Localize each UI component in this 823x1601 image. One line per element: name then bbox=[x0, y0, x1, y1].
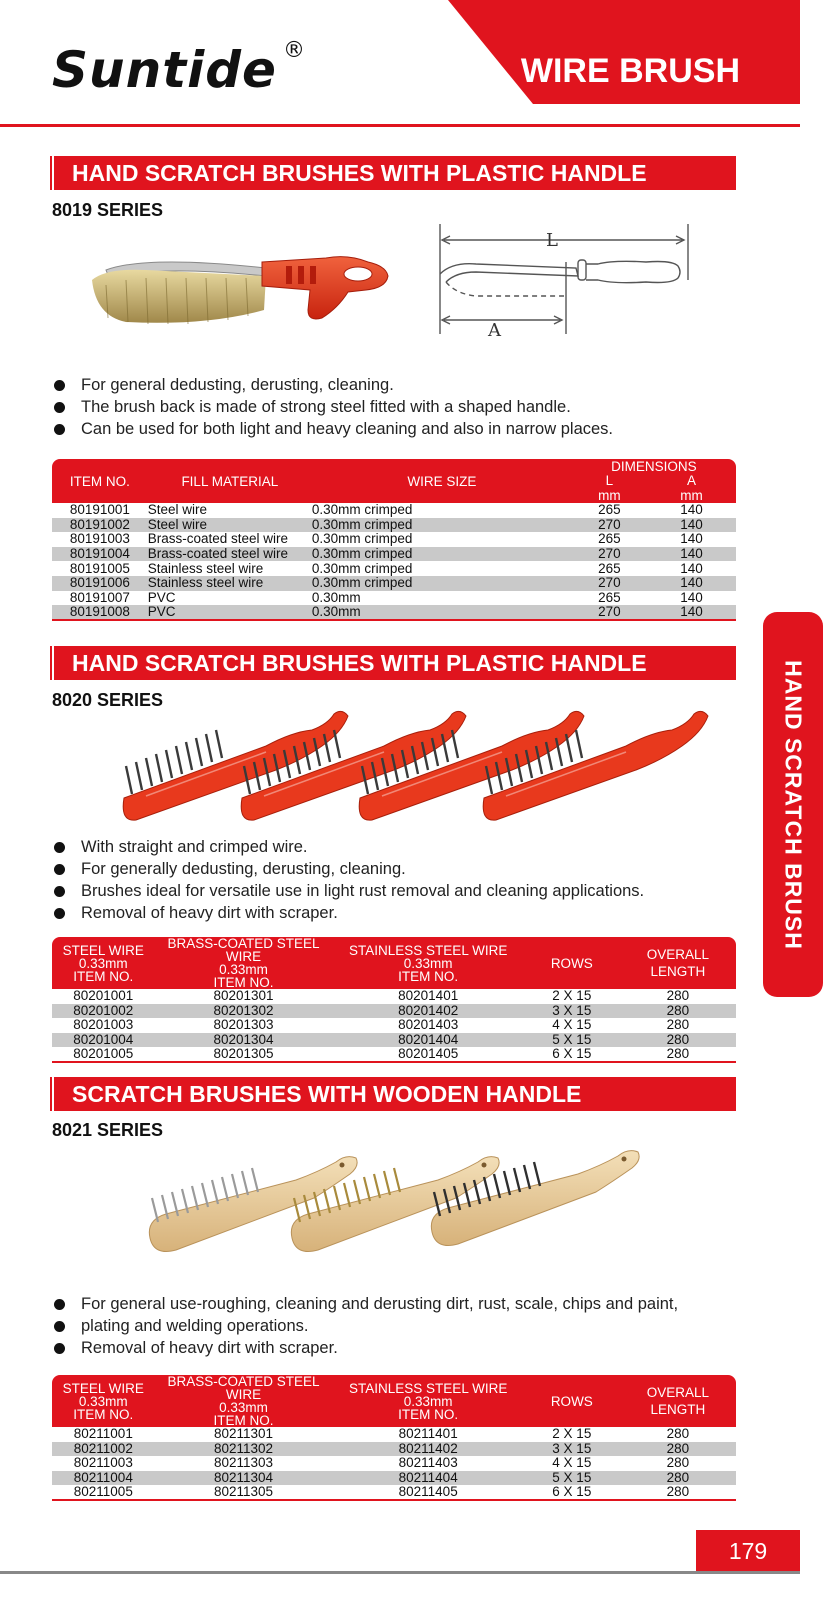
col-header-steel-wire: STEEL WIRE 0.33mm ITEM NO. bbox=[52, 1375, 155, 1427]
spec-table-8021 bbox=[52, 1375, 736, 1501]
side-category-tab: HAND SCRATCH BRUSH bbox=[763, 612, 823, 997]
cell-length-a: 140 bbox=[647, 576, 736, 591]
cell-brass-item: 80211303 bbox=[213, 1455, 274, 1471]
section-2-features bbox=[52, 836, 644, 924]
table-row bbox=[52, 547, 736, 562]
cell-fill-material: PVC bbox=[148, 605, 312, 620]
brand-logo: Suntide ® bbox=[52, 38, 306, 99]
section-2-band: HAND SCRATCH BRUSHES WITH PLASTIC HANDLE bbox=[52, 646, 736, 680]
cell-overall-length: 280 bbox=[666, 988, 690, 1004]
cell-stainless-item: 80201404 bbox=[332, 1033, 524, 1048]
cell-wire-size: 0.30mm crimped bbox=[311, 531, 413, 547]
cell-brass-item: 80201305 bbox=[155, 1047, 333, 1062]
spec-table-8019 bbox=[52, 459, 736, 621]
cell-brass-item: 80201303 bbox=[213, 1017, 274, 1033]
cell-stainless-item: 80211402 bbox=[332, 1442, 524, 1457]
cell-rows: 5 X 15 bbox=[524, 1471, 620, 1486]
cell-rows: 3 X 15 bbox=[524, 1442, 620, 1457]
cell-wire-size: 0.30mm bbox=[312, 605, 572, 620]
col-header-overall-length: OVERALL LENGTH bbox=[620, 937, 736, 989]
cell-brass-item: 80211305 bbox=[155, 1485, 333, 1500]
cell-stainless-item: 80211403 bbox=[398, 1455, 458, 1471]
cell-fill-material: Steel wire bbox=[147, 502, 208, 518]
col-header-rows: ROWS bbox=[524, 1375, 620, 1427]
cell-length-a: 140 bbox=[647, 547, 736, 562]
spec-table-8020 bbox=[52, 937, 736, 1063]
registered-mark: ® bbox=[282, 38, 306, 63]
cell-steel-item: 80201001 bbox=[73, 988, 134, 1004]
cell-wire-size: 0.30mm bbox=[311, 589, 361, 605]
cell-brass-item: 80211301 bbox=[213, 1426, 274, 1442]
cell-rows: 6 X 15 bbox=[524, 1485, 620, 1500]
feature-item: Removal of heavy dirt with scraper. bbox=[52, 902, 644, 924]
table-row bbox=[52, 576, 736, 591]
cell-stainless-item: 80211401 bbox=[398, 1426, 458, 1442]
cell-steel-item: 80211002 bbox=[52, 1442, 155, 1457]
col-header-brass-wire: BRASS-COATED STEEL WIRE 0.33mm ITEM NO. bbox=[155, 1375, 333, 1427]
cell-length-a: 140 bbox=[680, 560, 703, 576]
col-header-brass-wire: BRASS-COATED STEEL WIRE 0.33mm ITEM NO. bbox=[155, 937, 333, 989]
table-row bbox=[52, 561, 736, 576]
col-header-a-unit: mm bbox=[647, 488, 736, 503]
feature-item: Brushes ideal for versatile use in light rust removal and cleaning applications. bbox=[52, 880, 644, 902]
section-1-features bbox=[52, 374, 613, 440]
table-row bbox=[52, 518, 736, 533]
cell-stainless-item: 80201405 bbox=[332, 1047, 524, 1062]
cell-item-no: 80191001 bbox=[69, 502, 130, 518]
cell-item-no: 80191007 bbox=[69, 589, 130, 605]
table-row bbox=[52, 1471, 736, 1486]
col-header-overall-length: OVERALL LENGTH bbox=[620, 1375, 736, 1427]
cell-brass-item: 80211302 bbox=[155, 1442, 333, 1457]
col-header-item-no: ITEM NO. bbox=[52, 459, 148, 503]
cell-steel-item: 80201002 bbox=[52, 1004, 155, 1019]
feature-item: With straight and crimped wire. bbox=[52, 836, 644, 858]
cell-rows: 5 X 15 bbox=[524, 1033, 620, 1048]
cell-steel-item: 80211005 bbox=[52, 1485, 155, 1500]
cell-rows: 4 X 15 bbox=[552, 1017, 592, 1033]
cell-rows: 6 X 15 bbox=[524, 1047, 620, 1062]
section-3-features bbox=[52, 1293, 678, 1359]
cell-length-l: 265 bbox=[598, 531, 621, 547]
cell-overall-length: 280 bbox=[620, 1442, 736, 1457]
cell-item-no: 80191006 bbox=[52, 576, 148, 591]
cell-steel-item: 80201005 bbox=[52, 1047, 155, 1062]
cell-length-l: 265 bbox=[598, 560, 621, 576]
section-3-band: SCRATCH BRUSHES WITH WOODEN HANDLE bbox=[52, 1077, 736, 1111]
cell-stainless-item: 80211404 bbox=[332, 1471, 524, 1486]
cell-brass-item: 80201301 bbox=[213, 988, 274, 1004]
cell-length-a: 140 bbox=[680, 589, 703, 605]
brush-8020-photo bbox=[116, 706, 726, 832]
cell-overall-length: 280 bbox=[666, 1017, 690, 1033]
table-row bbox=[52, 1485, 736, 1500]
cell-wire-size: 0.30mm crimped bbox=[312, 518, 572, 533]
section-3-series: 8021 SERIES bbox=[52, 1120, 164, 1140]
diagram-label-a: A bbox=[488, 320, 501, 341]
cell-length-a: 140 bbox=[647, 518, 736, 533]
cell-overall-length: 280 bbox=[620, 1004, 736, 1019]
table-row bbox=[52, 532, 736, 547]
page-number: 179 bbox=[696, 1530, 800, 1572]
cell-steel-item: 80211001 bbox=[73, 1426, 133, 1442]
cell-fill-material: Stainless steel wire bbox=[148, 576, 312, 591]
cell-length-a: 140 bbox=[680, 502, 703, 518]
cell-overall-length: 280 bbox=[620, 1047, 736, 1062]
cell-item-no: 80191003 bbox=[69, 531, 130, 547]
cell-rows: 3 X 15 bbox=[524, 1004, 620, 1019]
cell-item-no: 80191002 bbox=[52, 518, 148, 533]
cell-length-a: 140 bbox=[647, 605, 736, 620]
cell-overall-length: 280 bbox=[666, 1426, 690, 1442]
cell-stainless-item: 80201403 bbox=[398, 1017, 459, 1033]
cell-length-l: 270 bbox=[572, 518, 647, 533]
col-header-rows: ROWS bbox=[524, 937, 620, 989]
dimension-diagram bbox=[436, 222, 688, 344]
cell-length-a: 140 bbox=[680, 531, 703, 547]
brush-8019-photo bbox=[86, 240, 406, 340]
table-row bbox=[52, 1456, 736, 1471]
cell-wire-size: 0.30mm crimped bbox=[312, 547, 572, 562]
table-row bbox=[52, 1004, 736, 1019]
section-1-band: HAND SCRATCH BRUSHES WITH PLASTIC HANDLE bbox=[52, 156, 736, 190]
cell-rows: 2 X 15 bbox=[552, 988, 592, 1004]
table-row bbox=[52, 1427, 736, 1442]
spec-table-8020-body bbox=[52, 989, 736, 1062]
cell-length-l: 270 bbox=[572, 547, 647, 562]
table-row bbox=[52, 1033, 736, 1048]
footer-divider bbox=[0, 1571, 800, 1574]
table-row bbox=[52, 591, 736, 606]
table-row bbox=[52, 503, 736, 518]
feature-item: For generally dedusting, derusting, cleaning. bbox=[52, 858, 644, 880]
cell-fill-material: PVC bbox=[147, 589, 176, 605]
cell-fill-material: Brass-coated steel wire bbox=[147, 531, 289, 547]
cell-stainless-item: 80211405 bbox=[332, 1485, 524, 1500]
cell-brass-item: 80201302 bbox=[155, 1004, 333, 1019]
section-2-series: 8020 SERIES bbox=[52, 690, 164, 710]
feature-item: For general dedusting, derusting, cleaning. bbox=[52, 374, 613, 396]
cell-overall-length: 280 bbox=[666, 1455, 690, 1471]
cell-length-l: 270 bbox=[572, 576, 647, 591]
col-header-stainless-wire: STAINLESS STEEL WIRE 0.33mm ITEM NO. bbox=[332, 1375, 524, 1427]
cell-steel-item: 80201004 bbox=[52, 1033, 155, 1048]
cell-wire-size: 0.30mm crimped bbox=[311, 502, 413, 518]
diagram-label-l: L bbox=[546, 230, 558, 251]
cell-steel-item: 80201003 bbox=[73, 1017, 134, 1033]
col-header-fill-material: FILL MATERIAL bbox=[148, 459, 312, 503]
col-header-dimensions: DIMENSIONS bbox=[572, 459, 736, 474]
cell-brass-item: 80211304 bbox=[155, 1471, 333, 1486]
feature-item: Can be used for both light and heavy cleaning and also in narrow places. bbox=[52, 418, 613, 440]
table-row bbox=[52, 1047, 736, 1062]
cell-item-no: 80191005 bbox=[69, 560, 130, 576]
spec-table-8021-body bbox=[52, 1427, 736, 1500]
cell-overall-length: 280 bbox=[620, 1033, 736, 1048]
cell-overall-length: 280 bbox=[620, 1471, 736, 1486]
cell-fill-material: Steel wire bbox=[148, 518, 312, 533]
cell-brass-item: 80201304 bbox=[155, 1033, 333, 1048]
col-header-l-unit: mm bbox=[572, 488, 647, 503]
spec-table-8019-body bbox=[52, 503, 736, 620]
cell-steel-item: 80211003 bbox=[73, 1455, 133, 1471]
col-header-wire-size: WIRE SIZE bbox=[312, 459, 572, 503]
col-header-stainless-wire: STAINLESS STEEL WIRE 0.33mm ITEM NO. bbox=[332, 937, 524, 989]
cell-overall-length: 280 bbox=[620, 1485, 736, 1500]
cell-item-no: 80191004 bbox=[52, 547, 148, 562]
col-header-l: L bbox=[572, 474, 647, 489]
table-row bbox=[52, 605, 736, 620]
cell-fill-material: Brass-coated steel wire bbox=[148, 547, 312, 562]
cell-wire-size: 0.30mm crimped bbox=[311, 560, 413, 576]
section-1-series: 8019 SERIES bbox=[52, 200, 164, 220]
table-row bbox=[52, 1442, 736, 1457]
table-row bbox=[52, 989, 736, 1004]
feature-item: Removal of heavy dirt with scraper. bbox=[52, 1337, 678, 1359]
page-category-title: WIRE BRUSH bbox=[520, 52, 740, 90]
cell-fill-material: Stainless steel wire bbox=[147, 560, 264, 576]
header-divider bbox=[0, 124, 800, 127]
cell-wire-size: 0.30mm crimped bbox=[312, 576, 572, 591]
col-header-steel-wire: STEEL WIRE 0.33mm ITEM NO. bbox=[52, 937, 155, 989]
feature-item: plating and welding operations. bbox=[52, 1315, 678, 1337]
table-row bbox=[52, 1018, 736, 1033]
cell-stainless-item: 80201402 bbox=[332, 1004, 524, 1019]
cell-rows: 4 X 15 bbox=[552, 1455, 592, 1471]
cell-steel-item: 80211004 bbox=[52, 1471, 155, 1486]
cell-rows: 2 X 15 bbox=[552, 1426, 592, 1442]
cell-stainless-item: 80201401 bbox=[398, 988, 459, 1004]
col-header-a: A bbox=[647, 474, 736, 489]
cell-length-l: 265 bbox=[598, 589, 621, 605]
cell-length-l: 270 bbox=[572, 605, 647, 620]
cell-length-l: 265 bbox=[598, 502, 621, 518]
cell-item-no: 80191008 bbox=[52, 605, 148, 620]
brush-8021-photo bbox=[146, 1150, 646, 1260]
feature-item: The brush back is made of strong steel fitted with a shaped handle. bbox=[52, 396, 613, 418]
feature-item: For general use-roughing, cleaning and derusting dirt, rust, scale, chips and paint, bbox=[52, 1293, 678, 1315]
